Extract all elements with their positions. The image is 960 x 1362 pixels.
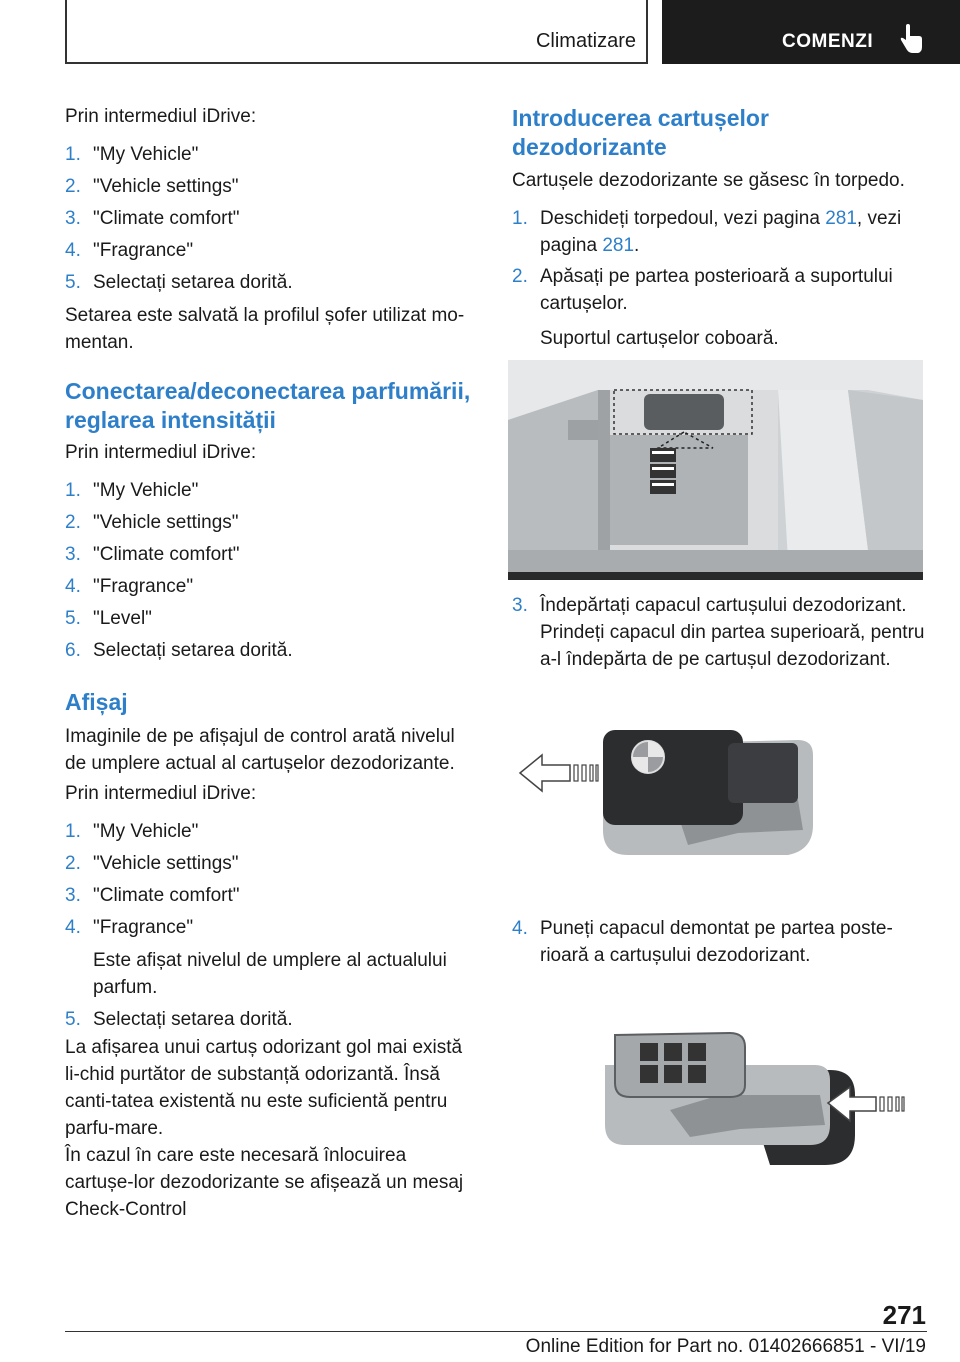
cap-placement-illustration: [580, 1025, 910, 1170]
list-item: [512, 592, 927, 673]
list-item: [65, 914, 477, 1001]
page-link[interactable]: 281: [602, 235, 635, 256]
page-link[interactable]: 281: [825, 208, 857, 229]
idrive-steps-1: [65, 141, 477, 301]
glovebox-illustration: [508, 360, 923, 580]
step-text: .: [634, 235, 640, 256]
list-item: [65, 573, 477, 600]
list-item: [65, 509, 477, 536]
insert-steps-1-2: [512, 205, 927, 352]
step-text: "My Vehicle": [93, 821, 199, 842]
idrive-steps-2: [65, 477, 477, 669]
list-item: [65, 477, 477, 504]
step-number: 5.: [65, 1009, 81, 1030]
chapter-tab[interactable]: [662, 0, 960, 64]
list-item: [65, 269, 477, 296]
step-number: 4.: [65, 576, 81, 597]
cartridge-cap-removal-illustration: [508, 715, 923, 865]
heading-display: Afișaj: [65, 689, 128, 715]
page-number: 271: [882, 1300, 926, 1330]
step-subtext: Suportul cartușelor coboară.: [540, 328, 779, 349]
display-text: Imaginile de pe afișajul de control arată nivelul de umplere actual al cartușelor dezodorizante.: [65, 726, 455, 774]
list-item: [65, 818, 477, 845]
step-number: 4.: [65, 240, 81, 261]
intro-idrive-1: Prin intermediul iDrive:: [65, 106, 257, 127]
step-text: "Vehicle settings": [93, 176, 239, 197]
empty-cartridge-text: La afișarea unui cartuș odorizant gol mai există li-chid purtător de substanță odorizantă. Însă canti-tatea existentă nu este suficientă pentru parfu-mare.: [65, 1037, 463, 1139]
step-text: Deschideți torpedoul, vezi pagina: [540, 208, 826, 229]
list-item: [512, 205, 927, 259]
step-number: 3.: [65, 208, 81, 229]
edition-note: Online Edition for Part no. 01402666851 - VI/19: [525, 1336, 926, 1357]
step-text: "Climate comfort": [93, 885, 240, 906]
list-item: [65, 237, 477, 264]
step-number: 4.: [65, 917, 81, 938]
step-text: "Fragrance": [93, 576, 194, 597]
step-number: 2.: [65, 512, 81, 533]
step-number: 2.: [65, 853, 81, 874]
step-text: "Vehicle settings": [93, 853, 239, 874]
step-text: Apăsați pe partea posterioară a suportului cartușelor.: [540, 266, 893, 314]
list-item: [65, 637, 477, 664]
step-number: 5.: [65, 272, 81, 293]
step-number: 3.: [65, 885, 81, 906]
step-text: "Fragrance": [93, 917, 194, 938]
step-subtext: Este afișat nivelul de umplere al actualului parfum.: [93, 950, 447, 998]
step-text: Puneți capacul demontat pe partea poste-rioară a cartușului dezodorizant.: [540, 918, 893, 966]
heading-insert: Introducerea cartușelor dezodorizante: [512, 105, 769, 160]
step-number: 3.: [65, 544, 81, 565]
step-number: 2.: [65, 176, 81, 197]
hand-pointer-icon: [898, 24, 924, 54]
list-item: [65, 173, 477, 200]
step-number: 1.: [65, 144, 81, 165]
step-text: , vezi pagina: [540, 208, 902, 256]
step-text: "Climate comfort": [93, 208, 240, 229]
intro-idrive-2: Prin intermediul iDrive:: [65, 442, 257, 463]
intro-idrive-3: Prin intermediul iDrive:: [65, 783, 257, 804]
step-text: "Level": [93, 608, 152, 629]
step-text: Selectați setarea dorită.: [93, 640, 293, 661]
step-number: 2.: [512, 266, 528, 287]
step-text: Selectați setarea dorită.: [93, 1009, 293, 1030]
step-text: "My Vehicle": [93, 480, 199, 501]
step-text: "Vehicle settings": [93, 512, 239, 533]
step-number: 1.: [65, 821, 81, 842]
step-text: "My Vehicle": [93, 144, 199, 165]
heading-connect: Conectarea/deconectarea parfumării, reglarea intensității: [65, 378, 471, 433]
footer-divider: [65, 1331, 927, 1332]
chapter-tab-label: COMENZI: [782, 31, 874, 52]
idrive-steps-3: [65, 818, 477, 1038]
insert-text: Cartușele dezodorizante se găsesc în torpedo.: [512, 170, 905, 191]
list-item: [65, 605, 477, 632]
step-text: Selectați setarea dorită.: [93, 272, 293, 293]
step-text: "Fragrance": [93, 240, 194, 261]
list-item: [65, 1006, 477, 1033]
step-number: 3.: [512, 595, 528, 616]
step-number: 1.: [65, 480, 81, 501]
step-text: Îndepărtați capacul cartușului dezodorizant. Prindeți capacul din partea superioară, pentru a-l îndepărta de pe cartușul dezodorizant.: [540, 595, 925, 670]
step-number: 4.: [512, 918, 528, 939]
list-item: [512, 915, 927, 969]
step-number: 5.: [65, 608, 81, 629]
insert-step-3: [512, 592, 927, 673]
list-item: [65, 141, 477, 168]
list-item: [512, 263, 927, 352]
step-number: 6.: [65, 640, 81, 661]
list-item: [65, 205, 477, 232]
section-title: Climatizare: [535, 30, 636, 52]
replace-cartridge-text: În cazul în care este necesară înlocuirea cartușe-lor dezodorizante se afișează un mesaj Check-Control: [65, 1145, 464, 1220]
profile-note: Setarea este salvată la profilul șofer utilizat mo-mentan.: [65, 305, 465, 353]
list-item: [65, 850, 477, 877]
insert-step-4: [512, 915, 927, 969]
list-item: [65, 882, 477, 909]
step-number: 1.: [512, 208, 528, 229]
list-item: [65, 541, 477, 568]
step-text: "Climate comfort": [93, 544, 240, 565]
